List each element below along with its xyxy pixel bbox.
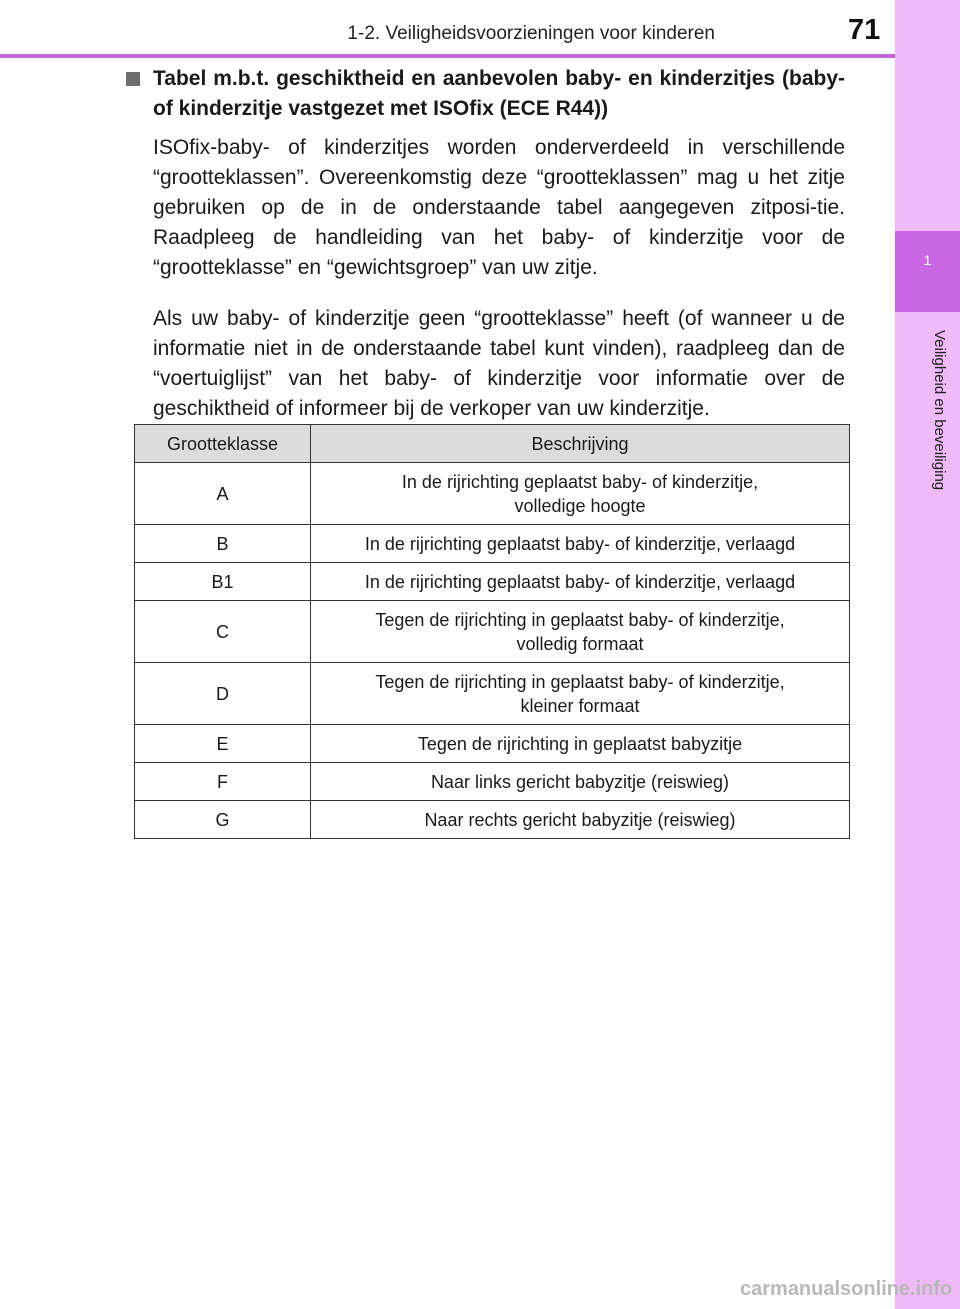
paragraph: ISOfix-baby- of kinderzitjes worden onderverdeeld in verschillende “grootteklassen”. Overeenkomstig deze “grootteklassen” mag u het zitje gebruiken op de in de onderstaande tabel aangegeven zitposi-tie. Raadpleeg de handleiding van het baby- of kinderzitje voor de “grootteklasse” en “gewichtsgroep” van uw zitje. bbox=[153, 136, 845, 279]
size-class-cell: A bbox=[135, 463, 311, 525]
column-header-size-class: Grootteklasse bbox=[135, 425, 311, 463]
size-class-cell: E bbox=[135, 725, 311, 763]
chapter-title: Veiligheid en beveiliging bbox=[931, 330, 948, 491]
description-line: Tegen de rijrichting in geplaatst baby- of kinderzitje, bbox=[375, 671, 785, 692]
table-row bbox=[135, 525, 850, 563]
table-row bbox=[135, 463, 850, 525]
page-number: 71 bbox=[848, 14, 881, 46]
description-cell bbox=[311, 463, 850, 525]
page-header bbox=[0, 0, 895, 56]
chapter-number: 1 bbox=[923, 252, 932, 268]
description-cell bbox=[311, 601, 850, 663]
size-class-cell: F bbox=[135, 763, 311, 801]
section-heading-text: Tabel m.b.t. geschiktheid en aanbevolen baby- en kinderzitjes (baby- of kinderzitje vastgezet met ISOfix (ECE R44)) bbox=[153, 67, 845, 120]
description-line: kleiner formaat bbox=[520, 695, 640, 716]
chapter-side-tab[interactable] bbox=[895, 0, 960, 1309]
table-row bbox=[135, 801, 850, 839]
table-row bbox=[135, 563, 850, 601]
chapter-number-box bbox=[895, 231, 960, 312]
size-class-cell: G bbox=[135, 801, 311, 839]
square-bullet-icon bbox=[126, 72, 140, 86]
description-cell: Naar links gericht babyzitje (reiswieg) bbox=[311, 763, 850, 801]
table-row bbox=[135, 763, 850, 801]
watermark: carmanualsonline.info bbox=[740, 1278, 953, 1300]
section-content bbox=[126, 64, 845, 445]
table-header-row bbox=[135, 425, 850, 463]
table-row bbox=[135, 601, 850, 663]
description-cell: Tegen de rijrichting in geplaatst babyzitje bbox=[311, 725, 850, 763]
description-line: volledig formaat bbox=[516, 633, 644, 654]
description-cell: In de rijrichting geplaatst baby- of kinderzitje, verlaagd bbox=[311, 525, 850, 563]
size-class-cell: B bbox=[135, 525, 311, 563]
description-cell bbox=[311, 663, 850, 725]
section-title: 1-2. Veiligheidsvoorzieningen voor kinderen bbox=[347, 23, 715, 44]
description-line: In de rijrichting geplaatst baby- of kinderzitje, bbox=[401, 471, 759, 492]
size-class-cell: C bbox=[135, 601, 311, 663]
paragraph: Als uw baby- of kinderzitje geen “grootteklasse” heeft (of wanneer u de informatie niet in de onderstaande tabel kunt vinden), raadpleeg dan de “voertuiglijst” van het baby- of kinderzitje voor informatie over de geschiktheid of informeer bij de verkoper van uw kinderzitje. bbox=[153, 307, 845, 420]
description-cell: Naar rechts gericht babyzitje (reiswieg) bbox=[311, 801, 850, 839]
size-class-cell: B1 bbox=[135, 563, 311, 601]
header-rule bbox=[0, 54, 895, 58]
size-class-cell: D bbox=[135, 663, 311, 725]
column-header-description: Beschrijving bbox=[311, 425, 850, 463]
description-line: Tegen de rijrichting in geplaatst baby- of kinderzitje, bbox=[375, 609, 785, 630]
section-heading bbox=[126, 64, 845, 124]
table-row bbox=[135, 663, 850, 725]
description-line: volledige hoogte bbox=[514, 495, 646, 516]
size-class-table bbox=[134, 424, 850, 839]
table-row bbox=[135, 725, 850, 763]
description-cell: In de rijrichting geplaatst baby- of kinderzitje, verlaagd bbox=[311, 563, 850, 601]
